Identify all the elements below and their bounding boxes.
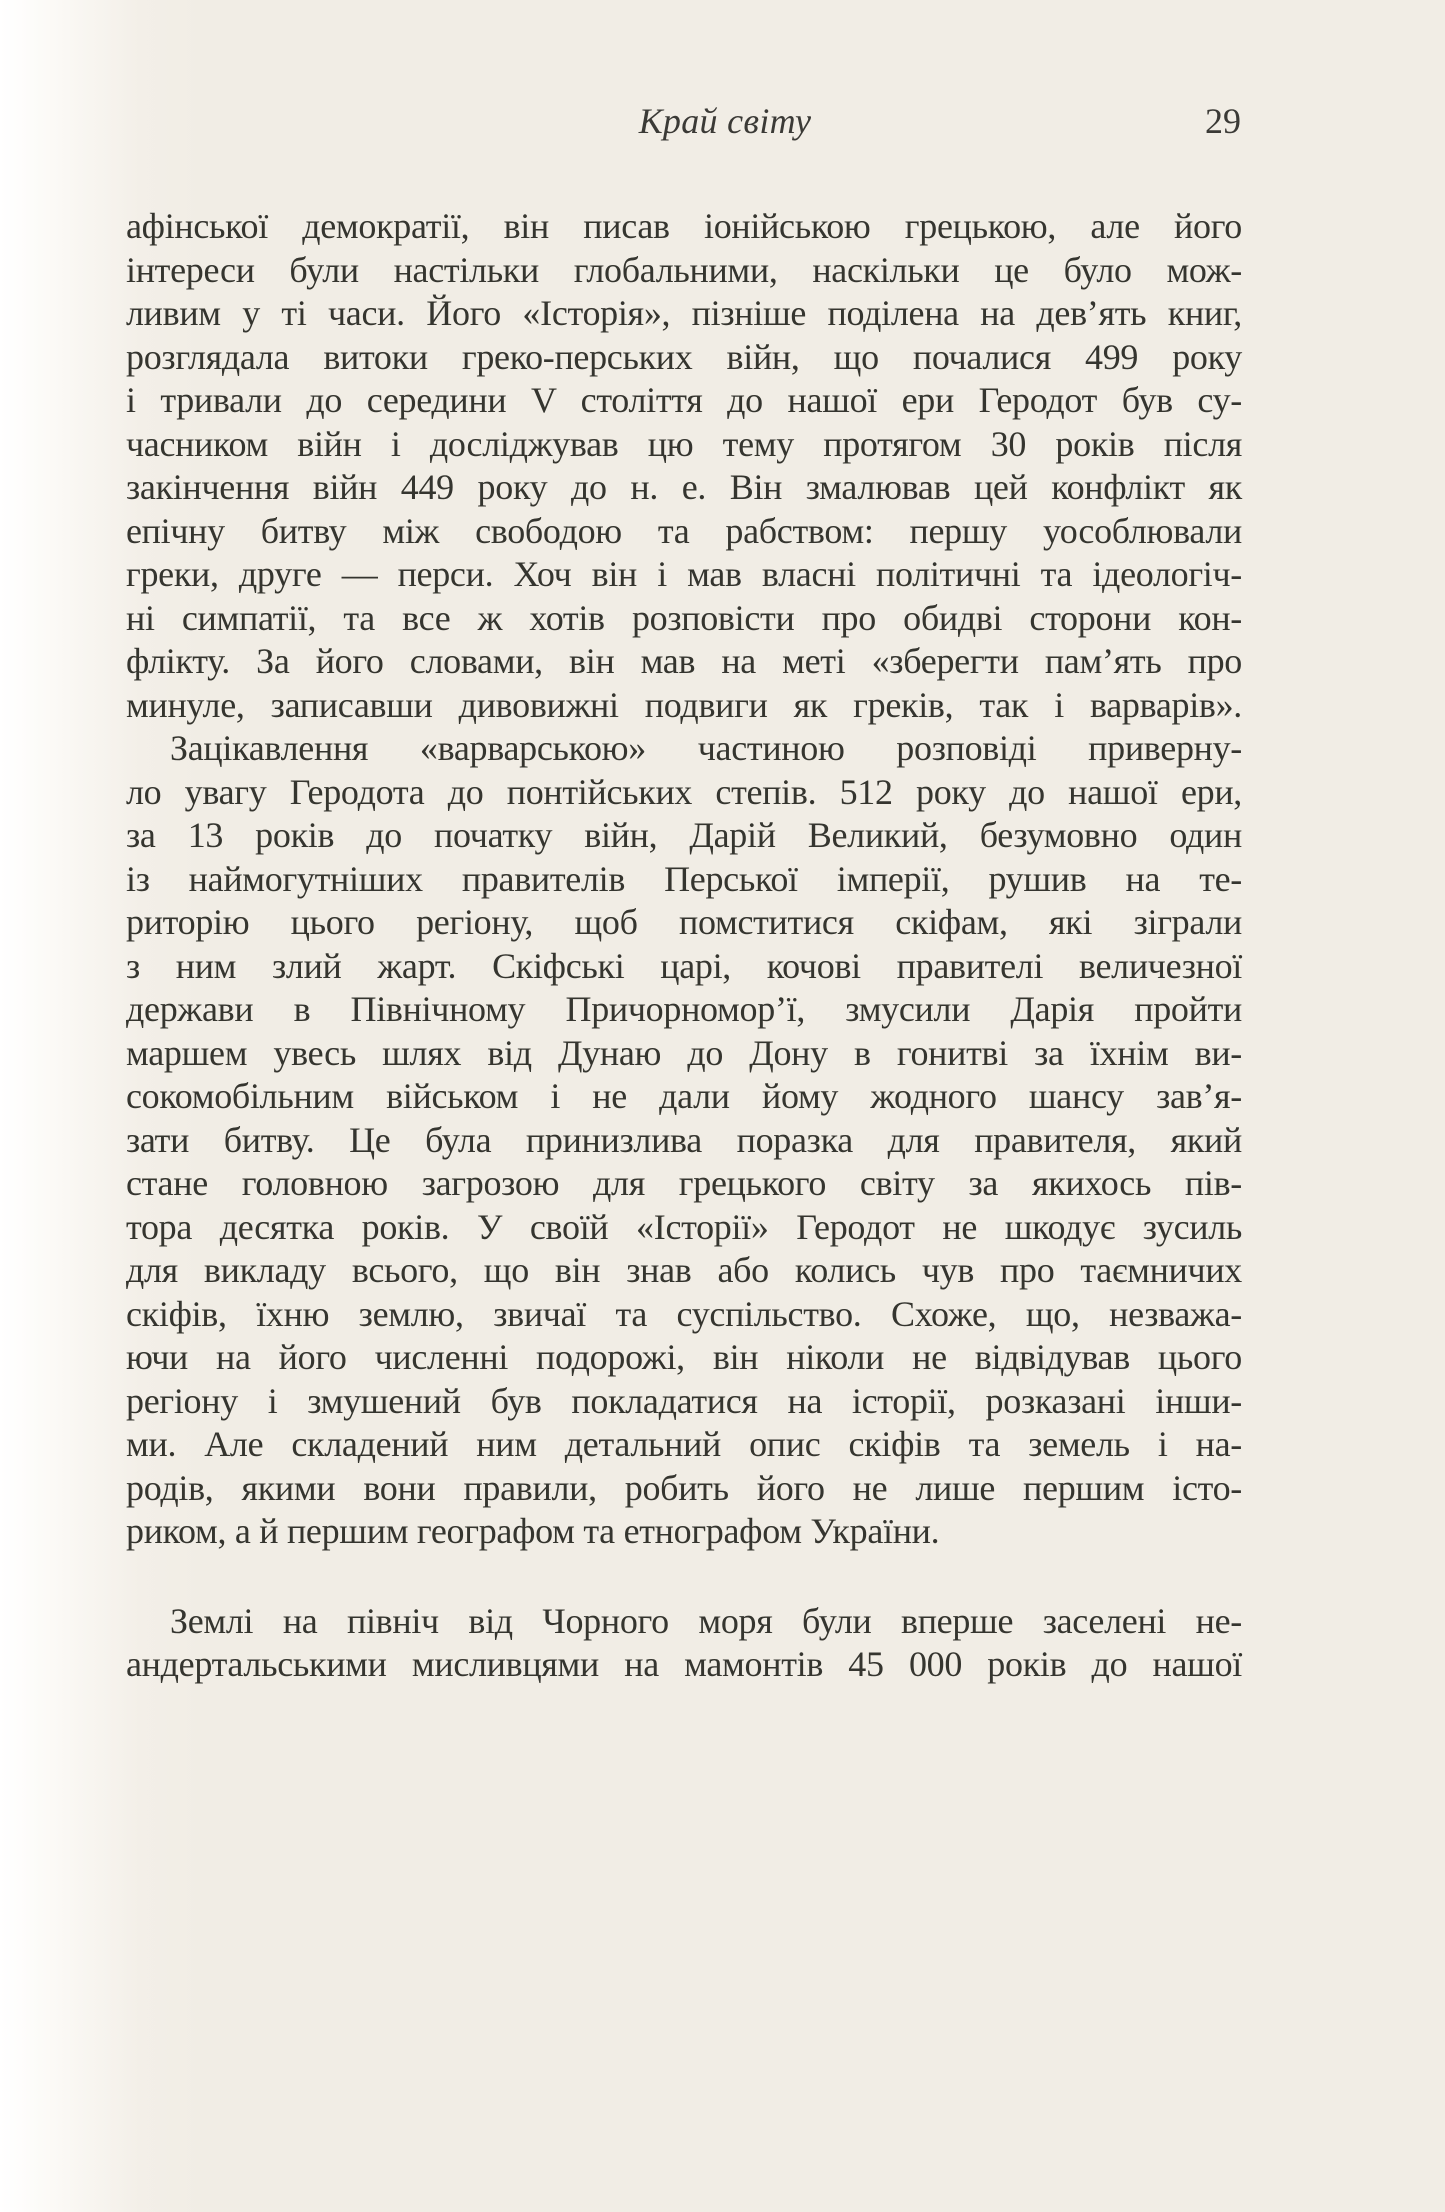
body-text	[126, 205, 1242, 1687]
text-line: з ним злий жарт. Скіфські царі, кочові правителі величезної	[126, 945, 1242, 986]
text-line: афінської демократії, він писав іонійською грецькою, але його	[126, 206, 1242, 246]
paragraph-3	[126, 1600, 1242, 1687]
text-line: минуле, записавши дивовижні подвиги як греків, так і варварів».	[126, 684, 1242, 725]
text-line: розглядала витоки греко-перських війн, що почалися 499 року	[126, 336, 1242, 377]
text-line: родів, якими вони правили, робить його не лише першим істо-	[126, 1467, 1242, 1508]
paragraph-2	[126, 727, 1242, 1554]
text-line: епічну битву між свободою та рабством: першу уособлювали	[126, 510, 1242, 551]
text-line: закінчення війн 449 року до н. е. Він змалював цей конфлікт як	[126, 467, 1242, 507]
text-line: зати битву. Це була принизлива поразка для правителя, який	[126, 1119, 1242, 1160]
paragraph-1	[126, 205, 1242, 727]
text-line: греки, друге — перси. Хоч він і мав власні політичні та ідеологіч-	[126, 554, 1242, 594]
text-line: стане головною загрозою для грецького світу за якихось пів-	[126, 1163, 1242, 1203]
text-line: риком, а й першим географом та етнографом України.	[126, 1511, 940, 1551]
section-break	[126, 1554, 1242, 1600]
text-line: сокомобільним військом і не дали йому жодного шансу зав’я-	[126, 1076, 1242, 1116]
text-line: ливим у ті часи. Його «Історія», пізніше поділена на дев’ять книг,	[126, 293, 1242, 333]
text-line: тора десятка років. У своїй «Історії» Геродот не шкодує зусиль	[126, 1206, 1242, 1247]
text-line: риторію цього регіону, щоб помститися скіфам, які зіграли	[126, 902, 1242, 942]
running-title: Край світу	[638, 101, 812, 141]
running-header	[0, 100, 1445, 160]
text-line: із наймогутніших правителів Перської імперії, рушив на те-	[126, 858, 1242, 899]
text-line: флікту. За його словами, він мав на меті «зберегти пам’ять про	[126, 641, 1242, 681]
text-line: Землі на північ від Чорного моря були вперше заселені не-	[170, 1600, 1242, 1641]
text-line: за 13 років до початку війн, Дарій Великий, безумовно один	[126, 815, 1242, 855]
text-line: часником війн і досліджував цю тему протягом 30 років після	[126, 423, 1242, 464]
text-line: і тривали до середини V століття до нашої ери Геродот був су-	[126, 380, 1242, 420]
page-number: 29	[1205, 101, 1241, 141]
text-line: Зацікавлення «варварською» частиною розповіді приверну-	[170, 728, 1242, 768]
text-line: ло увагу Геродота до понтійських степів. 512 року до нашої ери,	[126, 771, 1242, 812]
text-line: ми. Але складений ним детальний опис скіфів та земель і на-	[126, 1424, 1242, 1464]
text-line: скіфів, їхню землю, звичаї та суспільство. Схоже, що, незважа-	[126, 1293, 1242, 1334]
text-line: ючи на його численні подорожі, він ніколи не відвідував цього	[126, 1337, 1242, 1377]
text-line: маршем увесь шлях від Дунаю до Дону в гонитві за їхнім ви-	[126, 1032, 1242, 1073]
text-line: регіону і змушений був покладатися на історії, розказані інши-	[126, 1380, 1242, 1421]
text-line: ні симпатії, та все ж хотів розповісти про обидві сторони кон-	[126, 597, 1242, 638]
text-line: держави в Північному Причорномор’ї, змусили Дарія пройти	[126, 989, 1242, 1029]
text-line: інтереси були настільки глобальними, наскільки це було мож-	[126, 249, 1242, 290]
text-line: для викладу всього, що він знав або колись чув про таємничих	[126, 1250, 1242, 1290]
text-line: андертальськими мисливцями на мамонтів 45 000 років до нашої	[126, 1644, 1242, 1684]
